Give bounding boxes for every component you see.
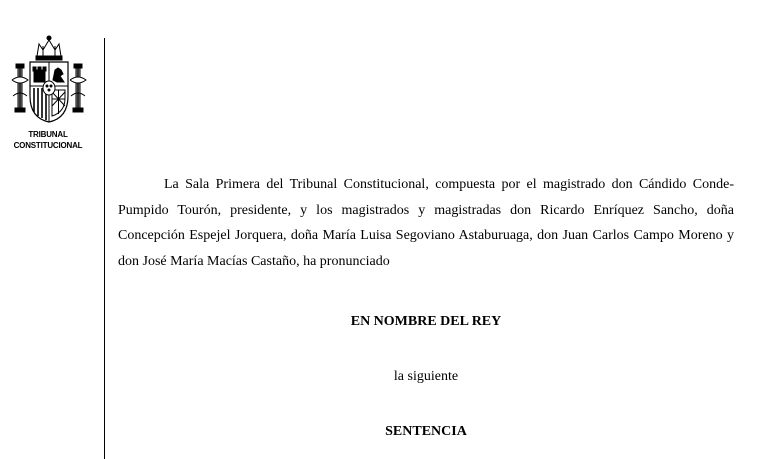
heading-en-nombre-del-rey: EN NOMBRE DEL REY [350, 314, 502, 329]
intro-line: la siguiente [393, 369, 459, 384]
sidebar [0, 0, 104, 459]
institution-name-line2: CONSTITUCIONAL [13, 141, 83, 150]
institution-name-line1: TRIBUNAL [28, 130, 68, 139]
spanish-coat-of-arms-icon [10, 34, 88, 124]
margin-rule [104, 38, 105, 459]
intro-paragraph: La Sala Primera del Tribunal Constitucional, compuesta por el magistrado don Cándido Conde-Pumpido Tourón, presidente, y los magistrados y magistradas don Ricardo Enríquez Sancho, doña Concepción Espejel Jorquera, doña María Luisa Segoviano Astaburuaga, don Juan Carlos Campo Moreno y don José María Macías Castaño, ha pronunciado [118, 177, 734, 269]
heading-sentencia: SENTENCIA [385, 424, 467, 439]
institution-name [0, 129, 96, 151]
